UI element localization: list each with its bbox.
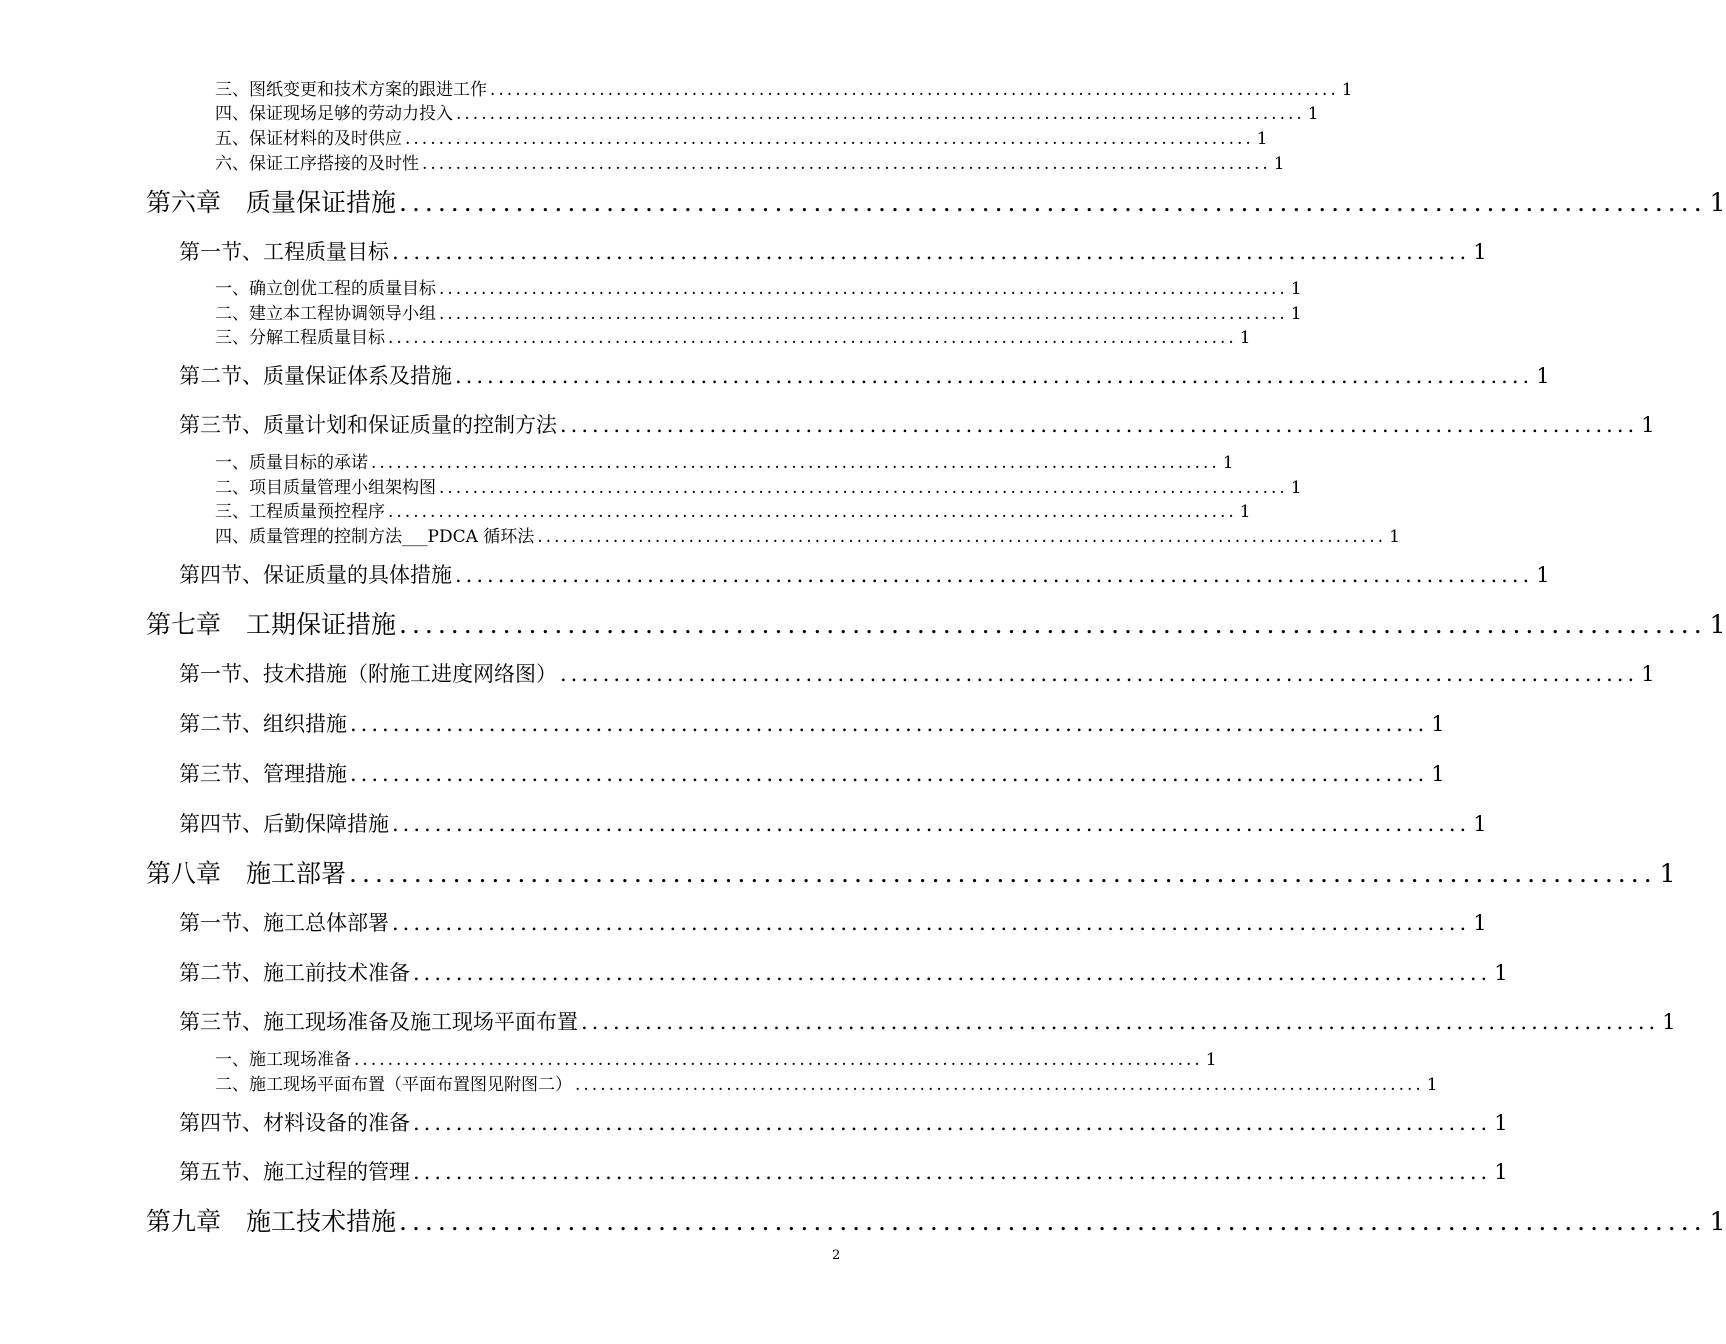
toc-dot-leader: ..................................................................................................... [371, 453, 1220, 473]
toc-page-number: 1 [1431, 712, 1445, 736]
toc-chapter[interactable] [146, 856, 1676, 892]
toc-section[interactable] [179, 907, 1487, 939]
toc-page-number: 1 [1222, 453, 1234, 473]
toc-dot-leader: ..................................................................................................... [455, 364, 1534, 388]
toc-page-number: 1 [1473, 812, 1487, 836]
toc-chapter[interactable] [146, 607, 1726, 643]
toc-dot-leader: ..................................................................................................... [399, 188, 1707, 217]
toc-dot-leader: ..................................................................................................... [354, 1050, 1203, 1070]
page-number: 2 [832, 1248, 841, 1263]
toc-entry-title: 第六章 质量保证措施 [146, 188, 397, 217]
toc-dot-leader: ..................................................................................................... [413, 1160, 1492, 1184]
toc-entry-title: 第一节、技术措施（附施工进度网络图） [179, 662, 557, 686]
toc-page-number: 1 [1662, 1010, 1676, 1034]
toc-entry-title: 第七章 工期保证措施 [146, 610, 397, 639]
toc-entry-title: 二、施工现场平面布置（平面布置图见附图二） [215, 1075, 572, 1095]
toc-page-number: 1 [1709, 610, 1726, 639]
toc-page-number: 1 [1494, 1111, 1508, 1135]
toc-page-number: 1 [1290, 304, 1302, 324]
toc-dot-leader: ..................................................................................................... [439, 304, 1288, 324]
toc-dot-leader: ..................................................................................................... [392, 240, 1471, 264]
toc-item[interactable] [215, 500, 1251, 524]
toc-item[interactable] [215, 78, 1353, 102]
toc-section[interactable] [179, 409, 1655, 441]
toc-entry-title: 三、图纸变更和技术方案的跟进工作 [215, 80, 487, 100]
toc-entry-title: 二、项目质量管理小组架构图 [215, 478, 436, 498]
toc-entry-title: 六、保证工序搭接的及时性 [215, 154, 419, 174]
toc-entry-title: 第九章 施工技术措施 [146, 1207, 397, 1236]
toc-page-number: 1 [1426, 1075, 1438, 1095]
toc-section[interactable] [179, 559, 1550, 591]
toc-dot-leader: ..................................................................................................... [399, 1207, 1707, 1236]
toc-dot-leader: ..................................................................................................... [439, 279, 1288, 299]
toc-entry-title: 第四节、后勤保障措施 [179, 812, 389, 836]
toc-entry-title: 四、质量管理的控制方法___PDCA 循环法 [215, 527, 535, 547]
toc-section[interactable] [179, 236, 1487, 268]
toc-page-number: 1 [1536, 563, 1550, 587]
toc-entry-title: 第八章 施工部署 [146, 859, 347, 888]
toc-page-number: 1 [1473, 911, 1487, 935]
toc-section[interactable] [179, 808, 1487, 840]
toc-page-number: 1 [1273, 154, 1285, 174]
toc-page-number: 1 [1256, 129, 1268, 149]
toc-dot-leader: ..................................................................................................... [560, 662, 1639, 686]
toc-dot-leader: ..................................................................................................... [405, 129, 1254, 149]
toc-dot-leader: ..................................................................................................... [399, 610, 1707, 639]
toc-section[interactable] [179, 1156, 1508, 1188]
toc-dot-leader: ..................................................................................................... [413, 1111, 1492, 1135]
toc-entry-title: 三、工程质量预控程序 [215, 502, 385, 522]
toc-item[interactable] [215, 1073, 1438, 1097]
toc-page-number: 1 [1709, 188, 1726, 217]
toc-item[interactable] [215, 152, 1285, 176]
toc-chapter[interactable] [146, 185, 1726, 221]
toc-page-number: 1 [1641, 413, 1655, 437]
toc-page-number: 1 [1307, 104, 1319, 124]
toc-dot-leader: ..................................................................................................... [422, 154, 1271, 174]
toc-item[interactable] [215, 127, 1268, 151]
toc-dot-leader: ..................................................................................................... [392, 812, 1471, 836]
toc-page-number: 1 [1389, 527, 1400, 547]
toc-entry-title: 二、建立本工程协调领导小组 [215, 304, 436, 324]
toc-page-number: 1 [1709, 1207, 1726, 1236]
toc-entry-title: 四、保证现场足够的劳动力投入 [215, 104, 453, 124]
toc-dot-leader: ..................................................................................................... [456, 104, 1305, 124]
toc-dot-leader: ..................................................................................................... [388, 328, 1237, 348]
toc-entry-title: 一、质量目标的承诺 [215, 453, 368, 473]
toc-dot-leader: ..................................................................................................... [350, 712, 1429, 736]
toc-page-number: 1 [1641, 662, 1655, 686]
toc-entry-title: 第一节、工程质量目标 [179, 240, 389, 264]
toc-page-number: 1 [1494, 1160, 1508, 1184]
toc-entry-title: 五、保证材料的及时供应 [215, 129, 402, 149]
toc-section[interactable] [179, 658, 1655, 690]
toc-section[interactable] [179, 1107, 1508, 1139]
toc-chapter[interactable] [146, 1204, 1726, 1240]
toc-entry-title: 第三节、施工现场准备及施工现场平面布置 [179, 1010, 578, 1034]
toc-entry-title: 第三节、质量计划和保证质量的控制方法 [179, 413, 557, 437]
toc-page-number: 1 [1536, 364, 1550, 388]
toc-dot-leader: ..................................................................................................... [388, 502, 1237, 522]
toc-page-number: 1 [1494, 961, 1508, 985]
toc-dot-leader: ..................................................................................................... [490, 80, 1339, 100]
toc-entry-title: 三、分解工程质量目标 [215, 328, 385, 348]
toc-dot-leader: ..................................................................................................... [392, 911, 1471, 935]
toc-dot-leader: ..................................................................................................... [560, 413, 1639, 437]
toc-item[interactable] [215, 525, 1400, 549]
toc-section[interactable] [179, 708, 1445, 740]
toc-entry-title: 一、施工现场准备 [215, 1050, 351, 1070]
toc-entry-title: 一、确立创优工程的质量目标 [215, 279, 436, 299]
toc-dot-leader: ..................................................................................................... [350, 762, 1429, 786]
toc-entry-title: 第一节、施工总体部署 [179, 911, 389, 935]
toc-dot-leader: ..................................................................................................... [413, 961, 1492, 985]
toc-entry-title: 第三节、管理措施 [179, 762, 347, 786]
toc-entry-title: 第四节、材料设备的准备 [179, 1111, 410, 1135]
toc-dot-leader: ..................................................................................................... [537, 527, 1387, 547]
toc-page-number: 1 [1239, 328, 1251, 348]
toc-entry-title: 第五节、施工过程的管理 [179, 1160, 410, 1184]
toc-page-number: 1 [1290, 279, 1302, 299]
toc-page-number: 1 [1473, 240, 1487, 264]
toc-item[interactable] [215, 451, 1234, 475]
toc-entry-title: 第二节、质量保证体系及措施 [179, 364, 452, 388]
toc-item[interactable] [215, 476, 1302, 500]
toc-entry-title: 第四节、保证质量的具体措施 [179, 563, 452, 587]
toc-item[interactable] [215, 1048, 1217, 1072]
toc-page-number: 1 [1341, 80, 1353, 100]
toc-item[interactable] [215, 102, 1319, 126]
toc-page-number: 1 [1290, 478, 1302, 498]
toc-entry-title: 第二节、组织措施 [179, 712, 347, 736]
toc-page-number: 1 [1431, 762, 1445, 786]
toc-dot-leader: ..................................................................................................... [349, 859, 1657, 888]
toc-section[interactable] [179, 1006, 1676, 1038]
toc-section[interactable] [179, 957, 1508, 989]
toc-entry-title: 第二节、施工前技术准备 [179, 961, 410, 985]
toc-item[interactable] [215, 277, 1302, 301]
toc-section[interactable] [179, 758, 1445, 790]
toc-dot-leader: ..................................................................................................... [455, 563, 1534, 587]
toc-page-number: 1 [1239, 502, 1251, 522]
toc-page-number: 1 [1659, 859, 1676, 888]
toc-page-number: 1 [1205, 1050, 1217, 1070]
toc-item[interactable] [215, 302, 1302, 326]
toc-dot-leader: ..................................................................................................... [581, 1010, 1660, 1034]
toc-dot-leader: ..................................................................................................... [439, 478, 1288, 498]
toc-section[interactable] [179, 360, 1550, 392]
toc-item[interactable] [215, 326, 1251, 350]
toc-dot-leader: ..................................................................................................... [575, 1075, 1424, 1095]
